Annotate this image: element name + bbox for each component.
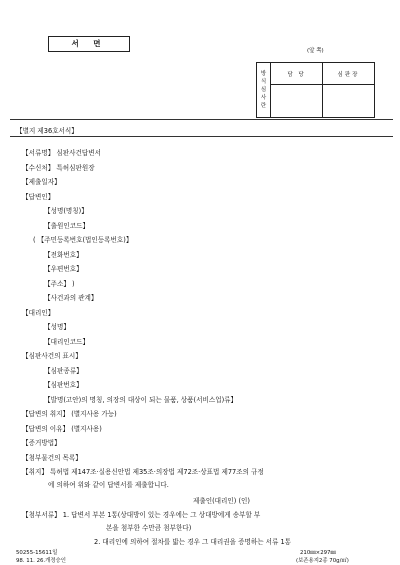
field-agent-name: 【성명】 [44,323,70,331]
signature-line: 제출인(대리인) (인) [193,497,250,505]
chief-judge-stamp-cell [323,85,375,118]
form-id: 【별지 제36호서식】 [16,127,78,135]
field-applicant-code: 【출원인코드】 [44,222,90,230]
field-trial-number: 【심판번호】 [44,381,83,389]
field-postal-code: 【우편번호】 [44,265,83,273]
field-address: 【주소】 ) [44,280,75,288]
attachments-line2: 본을 첨부한 수만큼 첨부한다) [106,524,192,532]
attachments-line1: 【첨부서류】 1. 답변서 부본 1통(상대방이 있는 경우에는 그 상대방에게 송부할 부 [22,511,261,519]
officer-stamp-cell [271,85,323,118]
form-id-divider [10,136,393,137]
purpose-statement-line2: 에 의하여 위와 같이 답변서를 제출합니다. [48,481,169,489]
review-column-officer: 담 당 [271,63,323,85]
field-submission-date: 【제출일자】 [22,178,61,186]
footer-form-number: 50255-15611일 [16,550,58,556]
field-agent: 【대리인】 [22,309,55,317]
page-side-note: (앞 쪽) [307,48,324,54]
field-agent-code: 【대리인코드】 [44,338,90,346]
document-title: 서 면 [48,36,130,52]
attachments-line3: 2. 대리인에 의하여 절차를 밟는 경우 그 대리권을 증명하는 서류 1통 [94,538,292,546]
review-box [256,62,375,118]
field-phone: 【전화번호】 [44,251,83,259]
footer-revision-date: 98. 11. 26.개정승인 [16,558,66,564]
review-column-chief-judge: 심판장 [323,63,375,85]
field-recipient: 【수신처】 특허심판원장 [22,164,95,172]
field-respondent: 【답변인】 [22,193,55,201]
top-divider [10,119,393,120]
field-registration-number: ( 【주민등록번호(법인등록번호)】 [33,236,133,244]
field-case-indication: 【심판사건의 표시】 [22,352,82,360]
field-attached-items: 【첨부물건의 목록】 [22,454,82,462]
purpose-statement-line1: 【취지】 특허법 제147조·실용신안법 제35조·의장법 제72조·상표법 제77조의 규정 [22,468,264,476]
field-evidence: 【증거방법】 [22,439,61,447]
footer-paper-type: (보존용지2종 70g/㎡) [296,558,349,564]
field-document-name: 【서류명】 심판사건답변서 [22,149,101,157]
footer-paper-size: 210㎜×297㎜ [300,550,336,556]
field-trial-type: 【심판종류】 [44,367,83,375]
field-answer-reason: 【답변의 이유】 (별지사용) [22,425,102,433]
field-relation-to-case: 【사건과의 관계】 [44,294,98,302]
field-respondent-name: 【성명(명칭)】 [44,207,88,215]
field-answer-purpose: 【답변의 취지】 (별지사용 가능) [22,410,117,418]
review-box-vertical-label: 방 식 심 사 란 [257,63,271,118]
field-invention-title: 【발명(고안)의 명칭, 의장의 대상이 되는 물품, 상품(서비스업)류】 [44,396,238,404]
